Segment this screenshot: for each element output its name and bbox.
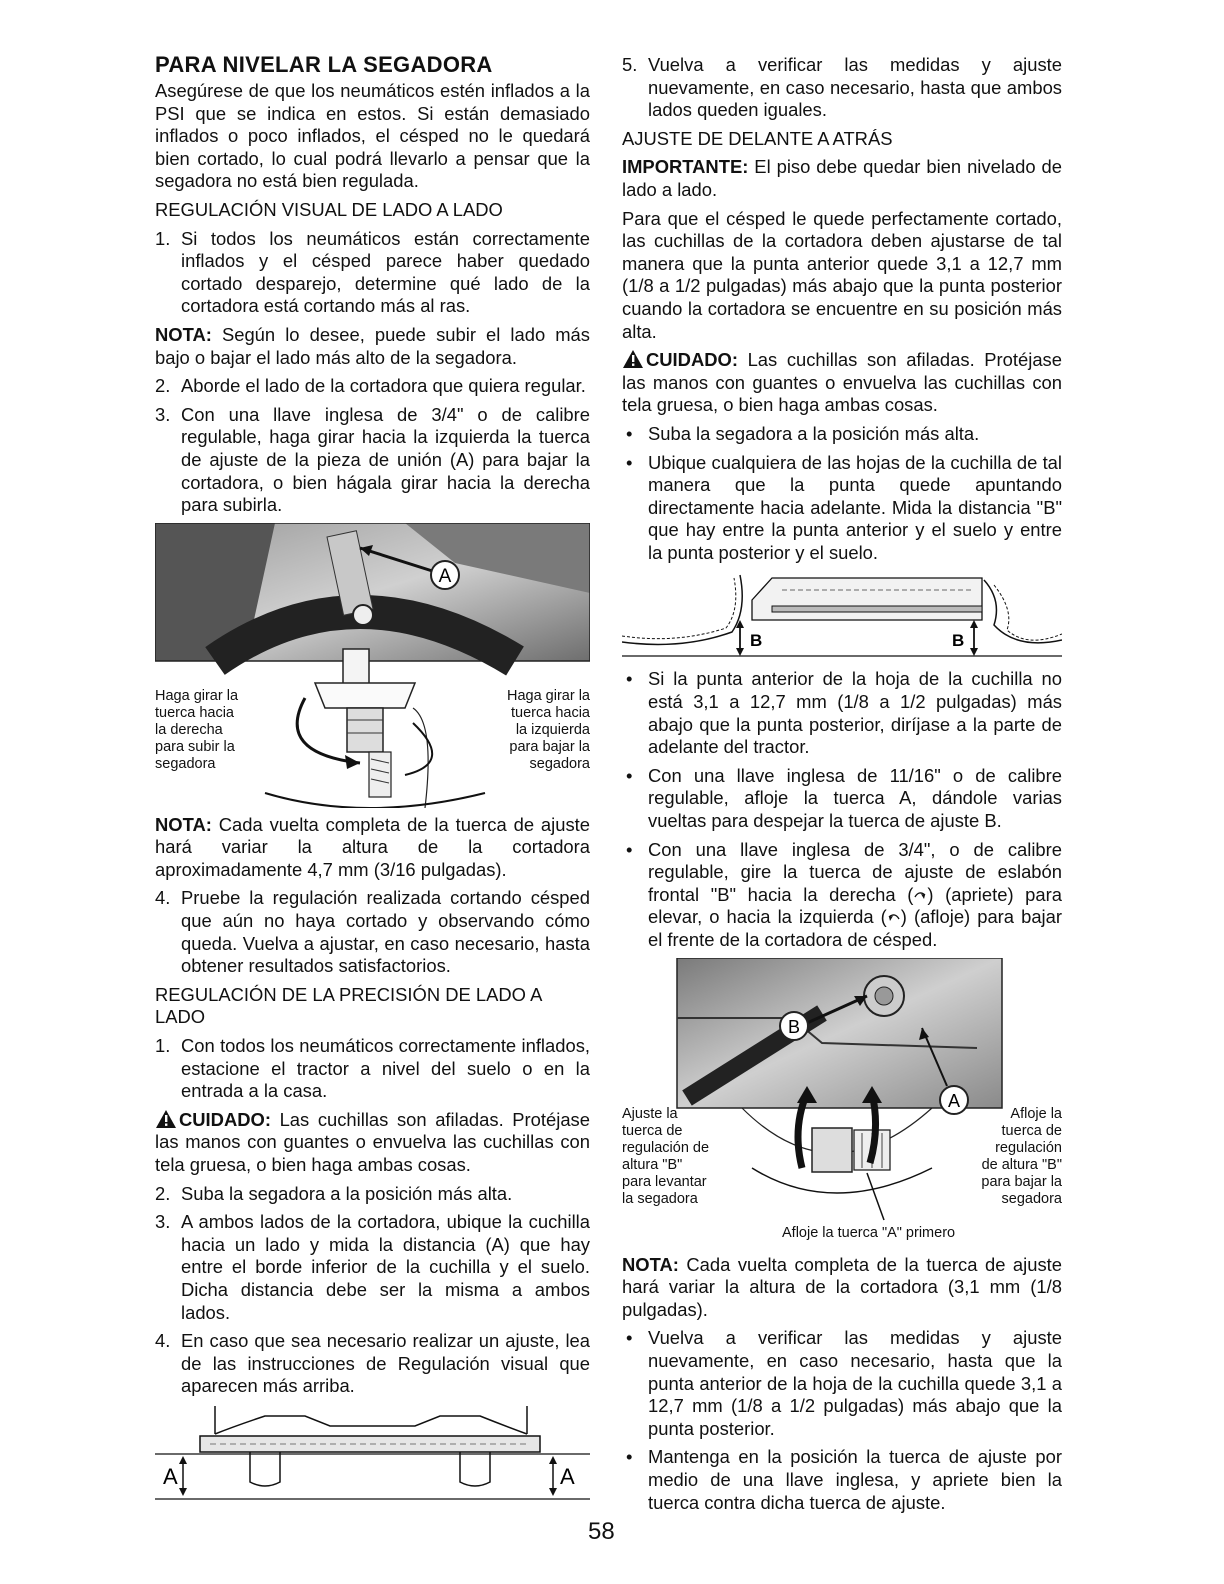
bullet-item: • Ubique cualquiera de las hojas de la cuchilla de tal manera que la punta quede apuntando directamente hacia adelante. Mida la distancia "B" que hay entre la punta anterior y el suelo y entre la punta posterior y el suelo. <box>626 451 1062 563</box>
step-item: 1. Con todos los neumáticos correctamente inflados, estacione el tractor a nivel del suelo o en la entrada a la casa. <box>155 1035 590 1102</box>
warning-triangle-icon <box>155 1109 177 1129</box>
mower-deck-side-illustration <box>155 1404 590 1504</box>
step-item: 3. A ambos lados de la cortadora, ubique la cuchilla hacia un lado y mida la distancia (A) que hay entre el borde inferior de la cuchilla y el suelo. Dicha distancia debe ser la misma a ambos lados. <box>155 1211 590 1323</box>
important-paragraph: IMPORTANTE: El piso debe quedar bien nivelado de lado a lado. <box>622 156 1062 200</box>
caption-turn-right: Haga girar la tuerca hacia la derecha para subir la segadora <box>155 687 239 772</box>
callout-b-label: B <box>787 1016 801 1037</box>
measure-b-rear-label: B <box>952 631 965 651</box>
caption-lower-mower: Afloje la tuerca de regulación de altura "B" para bajar la segadora <box>981 1105 1062 1207</box>
bullet-item: • Si la punta anterior de la hoja de la cuchilla no está 3,1 a 12,7 mm (1/8 a 1/2 pulgadas) más abajo que la punta posterior, diríjase a la parte de adelante del tractor. <box>626 668 1062 758</box>
note-paragraph: NOTA: Cada vuelta completa de la tuerca de ajuste hará variar la altura de la cortadora aproximadamente 4,7 mm (3/16 pulgadas). <box>155 813 590 880</box>
measure-a-left-label: A <box>163 1463 178 1489</box>
step-item: 4. En caso que sea necesario realizar un ajuste, lea de las instrucciones de Regulación visual que aparecen más arriba. <box>155 1330 590 1397</box>
step-item: 1. Si todos los neumáticos están correctamente inflados y el césped parece haber quedado cortado desparejo, determine qué lado de la cortadora está cortando más al ras. <box>155 227 590 317</box>
intro-paragraph: Asegúrese de que los neumáticos estén inflados a la PSI que se indica en estos. Si están demasiado inflados o poco inflados, el césped no le quedará bien cortado, lo cual podrá llevarlo a pensar que la segadora no está bien regulada. <box>155 80 590 192</box>
bullet-item: • Suba la segadora a la posición más alta. <box>626 422 980 444</box>
caution-paragraph: CUIDADO: Las cuchillas son afiladas. Protéjase las manos con guantes o envuelva las cuchillas con tela gruesa, o bien haga ambas cosas. <box>155 1108 590 1175</box>
heading-precision-regulation: REGULACIÓN DE LA PRECISIÓN DE LADO A LADO <box>155 983 542 1028</box>
warning-triangle-icon <box>622 349 644 369</box>
blade-measurement-illustration <box>622 570 1062 662</box>
body-paragraph: Para que el césped le quede perfectamente cortado, las cuchillas de la cortadora deben ajustarse de tal manera que la punta anterior quede 3,1 a 12,7 mm (1/8 a 1/2 pulgadas) más abajo que la punta posterior cuando la cortadora se encuentre en su posición más alta. <box>622 207 1062 342</box>
figure-blade-front-back <box>622 570 1062 662</box>
measure-b-front-label: B <box>750 631 763 651</box>
step-item: 3. Con una llave inglesa de 3/4" o de calibre regulable, haga girar hacia la izquierda la tuerca de ajuste de la pieza de unión (A) para bajar la cortadora, o bien hágala girar hacia la derecha para subirla. <box>155 403 590 516</box>
step-item: 4. Pruebe la regulación realizada cortando césped que aún no haya cortado y observando cómo queda. Vuelva a ajustar, en caso necesario, hasta obtener resultados satisfactorios. <box>155 887 590 977</box>
bullet-item: • Con una llave inglesa de 3/4", o de calibre regulable, gire la tuerca de ajuste de eslabón frontal "B" hacia la derecha ( ) (apriete) para elevar, o hacia la izquierda ( ) (afloje) para bajar el frente de la cortadora de césped. <box>626 838 1062 950</box>
counterclockwise-arrow-icon <box>887 911 901 925</box>
heading-visual-regulation: REGULACIÓN VISUAL DE LADO A LADO <box>155 198 503 220</box>
callout-a-label: A <box>438 565 452 587</box>
measure-a-right-label: A <box>560 1463 575 1489</box>
page-number: 58 <box>588 1518 615 1545</box>
caption-loosen-nut-first: Afloje la tuerca "A" primero <box>782 1224 956 1241</box>
note-paragraph: NOTA: Cada vuelta completa de la tuerca de ajuste hará variar la altura de la cortadora (3,1 mm (1/8 pulgadas). <box>622 1253 1062 1320</box>
step-item: 5. Vuelva a verificar las medidas y ajuste nuevamente, en caso necesario, hasta que ambos lados queden iguales. <box>622 54 1062 121</box>
bullet-item: • Vuelva a verificar las medidas y ajuste nuevamente, en caso necesario, hasta que la punta anterior de la hoja de la cuchilla quede 3,1 a 12,7 mm (1/8 a 1/2 pulgadas) más abajo que la punta posterior. <box>626 1327 1062 1439</box>
figure-front-link-nut <box>622 958 1062 1248</box>
callout-a-label: A <box>947 1090 961 1111</box>
bullet-item: • Mantenga en la posición la tuerca de ajuste por medio de una llave inglesa, y apriete bien la tuerca contra dicha tuerca de ajuste. <box>626 1446 1062 1513</box>
step-item: 2. Suba la segadora a la posición más alta. <box>155 1182 513 1204</box>
figure-blade-height-sides <box>155 1404 590 1504</box>
left-column <box>155 52 590 1504</box>
bullet-item: • Con una llave inglesa de 11/16" o de calibre regulable, afloje la tuerca A, dándole varias vueltas para despejar la tuerca de ajuste B. <box>626 764 1062 832</box>
right-column <box>622 54 1062 1520</box>
caption-turn-left: Haga girar la tuerca hacia la izquierda para bajar la segadora <box>506 687 590 772</box>
heading-front-to-back: AJUSTE DE DELANTE A ATRÁS <box>622 127 893 149</box>
caption-raise-mower: Ajuste la tuerca de regulación de altura "B" para levantar la segadora <box>622 1105 710 1207</box>
figure-adjustment-nut <box>155 523 590 808</box>
caution-paragraph: CUIDADO: Las cuchillas son afiladas. Protéjase las manos con guantes o envuelva las cuchillas con tela gruesa, o bien haga ambas cosas. <box>622 349 1062 416</box>
step-item: 2. Aborde el lado de la cortadora que quiera regular. <box>155 375 586 397</box>
section-title: PARA NIVELAR LA SEGADORA <box>155 52 493 77</box>
note-paragraph: NOTA: Según lo desee, puede subir el lado más bajo o bajar el lado más alto de la segadora. <box>155 323 590 368</box>
clockwise-arrow-icon <box>913 889 927 903</box>
